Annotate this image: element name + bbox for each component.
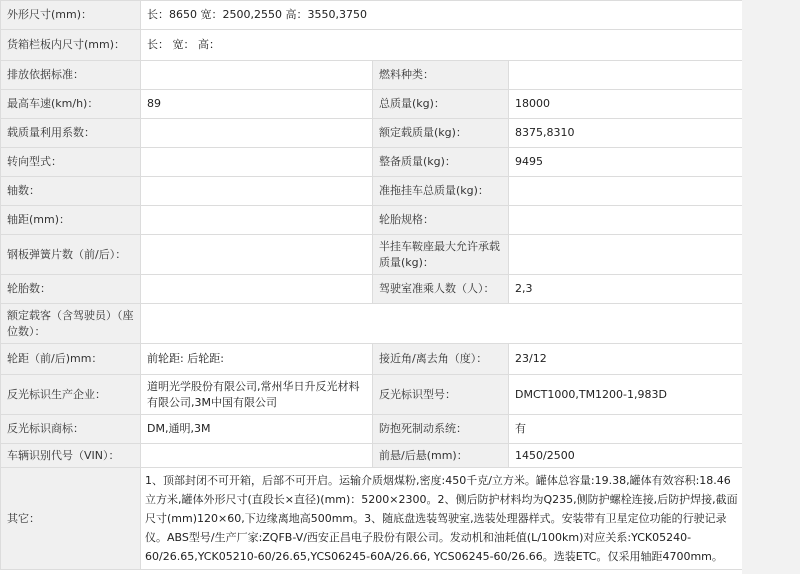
cargo-box-inner-size-value: 长： 宽： 高： (141, 30, 743, 61)
overall-dimensions-label: 外形尺寸(mm)： (1, 1, 141, 30)
max-speed-value: 89 (141, 90, 373, 119)
trailer-total-mass-label: 准拖挂车总质量(kg)： (373, 177, 509, 206)
wheelbase-label: 轴距(mm)： (1, 206, 141, 235)
load-utilization-label: 载质量利用系数： (1, 119, 141, 148)
vin-label: 车辆识别代号（VIN）： (1, 444, 141, 468)
reflector-model-label: 反光标识型号： (373, 375, 509, 415)
leaf-spring-count-label: 钢板弹簧片数（前/后）： (1, 235, 141, 275)
table-row (1, 61, 743, 90)
total-mass-value: 18000 (509, 90, 743, 119)
emission-standard-label: 排放依据标准： (1, 61, 141, 90)
curb-weight-value: 9495 (509, 148, 743, 177)
rated-passengers-value (141, 304, 743, 344)
fuel-type-value (509, 61, 743, 90)
overhang-label: 前悬/后悬(mm)： (373, 444, 509, 468)
axle-count-label: 轴数： (1, 177, 141, 206)
cab-capacity-value: 2,3 (509, 275, 743, 304)
load-utilization-value (141, 119, 373, 148)
steering-type-label: 转向型式： (1, 148, 141, 177)
tire-spec-value (509, 206, 743, 235)
other-notes-value: 1、顶部封闭不可开箱，后部不可开启。运输介质烟煤粉,密度:450千克/立方米。罐体总容量:19.38,罐体有效容积:18.46立方米,罐体外形尺寸(直段长×直径)(mm)：5200×2300。2、侧后防护材料均为Q235,侧防护螺栓连接,后防护焊接,截面尺寸(mm)120×60,下边缘离地高500mm。3、随底盘选装驾驶室,选装处理器样式。安装带有卫星定位功能的行驶记录仪。ABS型号/生产厂家:ZQFB-V/西安正昌电子股份有限公司。发动机和油耗值(L/100km)对应关系:YCK05240-60/26.65,YCK05210-60/26.65,YCS06245-60A/26.66, YCS06245-60/26.66。选装ETC。仅采用轴距4700mm。 (141, 468, 743, 570)
vin-value (141, 444, 373, 468)
rated-passengers-label: 额定载客（含驾驶员）（座位数）： (1, 304, 141, 344)
table-row (1, 30, 743, 61)
table-row (1, 304, 743, 344)
table-row (1, 344, 743, 375)
track-width-label: 轮距（前/后)mm： (1, 344, 141, 375)
max-speed-label: 最高车速(km/h)： (1, 90, 141, 119)
table-row (1, 119, 743, 148)
table-row (1, 206, 743, 235)
page-side-margin (742, 0, 800, 574)
tire-count-value (141, 275, 373, 304)
approach-departure-angle-value: 23/12 (509, 344, 743, 375)
reflector-brand-value: DM,通明,3M (141, 415, 373, 444)
trailer-total-mass-value (509, 177, 743, 206)
abs-value: 有 (509, 415, 743, 444)
overall-dimensions-value: 长：8650 宽：2500,2550 高：3550,3750 (141, 1, 743, 30)
saddle-max-load-label: 半挂车鞍座最大允许承载质量(kg)： (373, 235, 509, 275)
table-row (1, 177, 743, 206)
cargo-box-inner-size-label: 货箱栏板内尺寸(mm)： (1, 30, 141, 61)
table-row (1, 1, 743, 30)
saddle-max-load-value (509, 235, 743, 275)
reflector-manufacturer-label: 反光标识生产企业： (1, 375, 141, 415)
reflector-model-value: DMCT1000,TM1200-1,983D (509, 375, 743, 415)
total-mass-label: 总质量(kg)： (373, 90, 509, 119)
tire-spec-label: 轮胎规格： (373, 206, 509, 235)
track-width-value: 前轮距: 后轮距: (141, 344, 373, 375)
tire-count-label: 轮胎数： (1, 275, 141, 304)
table-row (1, 415, 743, 444)
emission-standard-value (141, 61, 373, 90)
table-row (1, 90, 743, 119)
reflector-brand-label: 反光标识商标： (1, 415, 141, 444)
overhang-value: 1450/2500 (509, 444, 743, 468)
fuel-type-label: 燃料种类： (373, 61, 509, 90)
leaf-spring-count-value (141, 235, 373, 275)
approach-departure-angle-label: 接近角/离去角（度）： (373, 344, 509, 375)
wheelbase-value (141, 206, 373, 235)
table-row (1, 148, 743, 177)
abs-label: 防抱死制动系统： (373, 415, 509, 444)
rated-load-label: 额定载质量(kg)： (373, 119, 509, 148)
axle-count-value (141, 177, 373, 206)
steering-type-value (141, 148, 373, 177)
cab-capacity-label: 驾驶室准乘人数（人）： (373, 275, 509, 304)
table-row (1, 468, 743, 570)
table-row (1, 375, 743, 415)
curb-weight-label: 整备质量(kg)： (373, 148, 509, 177)
table-row (1, 444, 743, 468)
table-row (1, 275, 743, 304)
other-notes-label: 其它： (1, 468, 141, 570)
reflector-manufacturer-value: 道明光学股份有限公司,常州华日升反光材料有限公司,3M中国有限公司 (141, 375, 373, 415)
table-row (1, 235, 743, 275)
rated-load-value: 8375,8310 (509, 119, 743, 148)
